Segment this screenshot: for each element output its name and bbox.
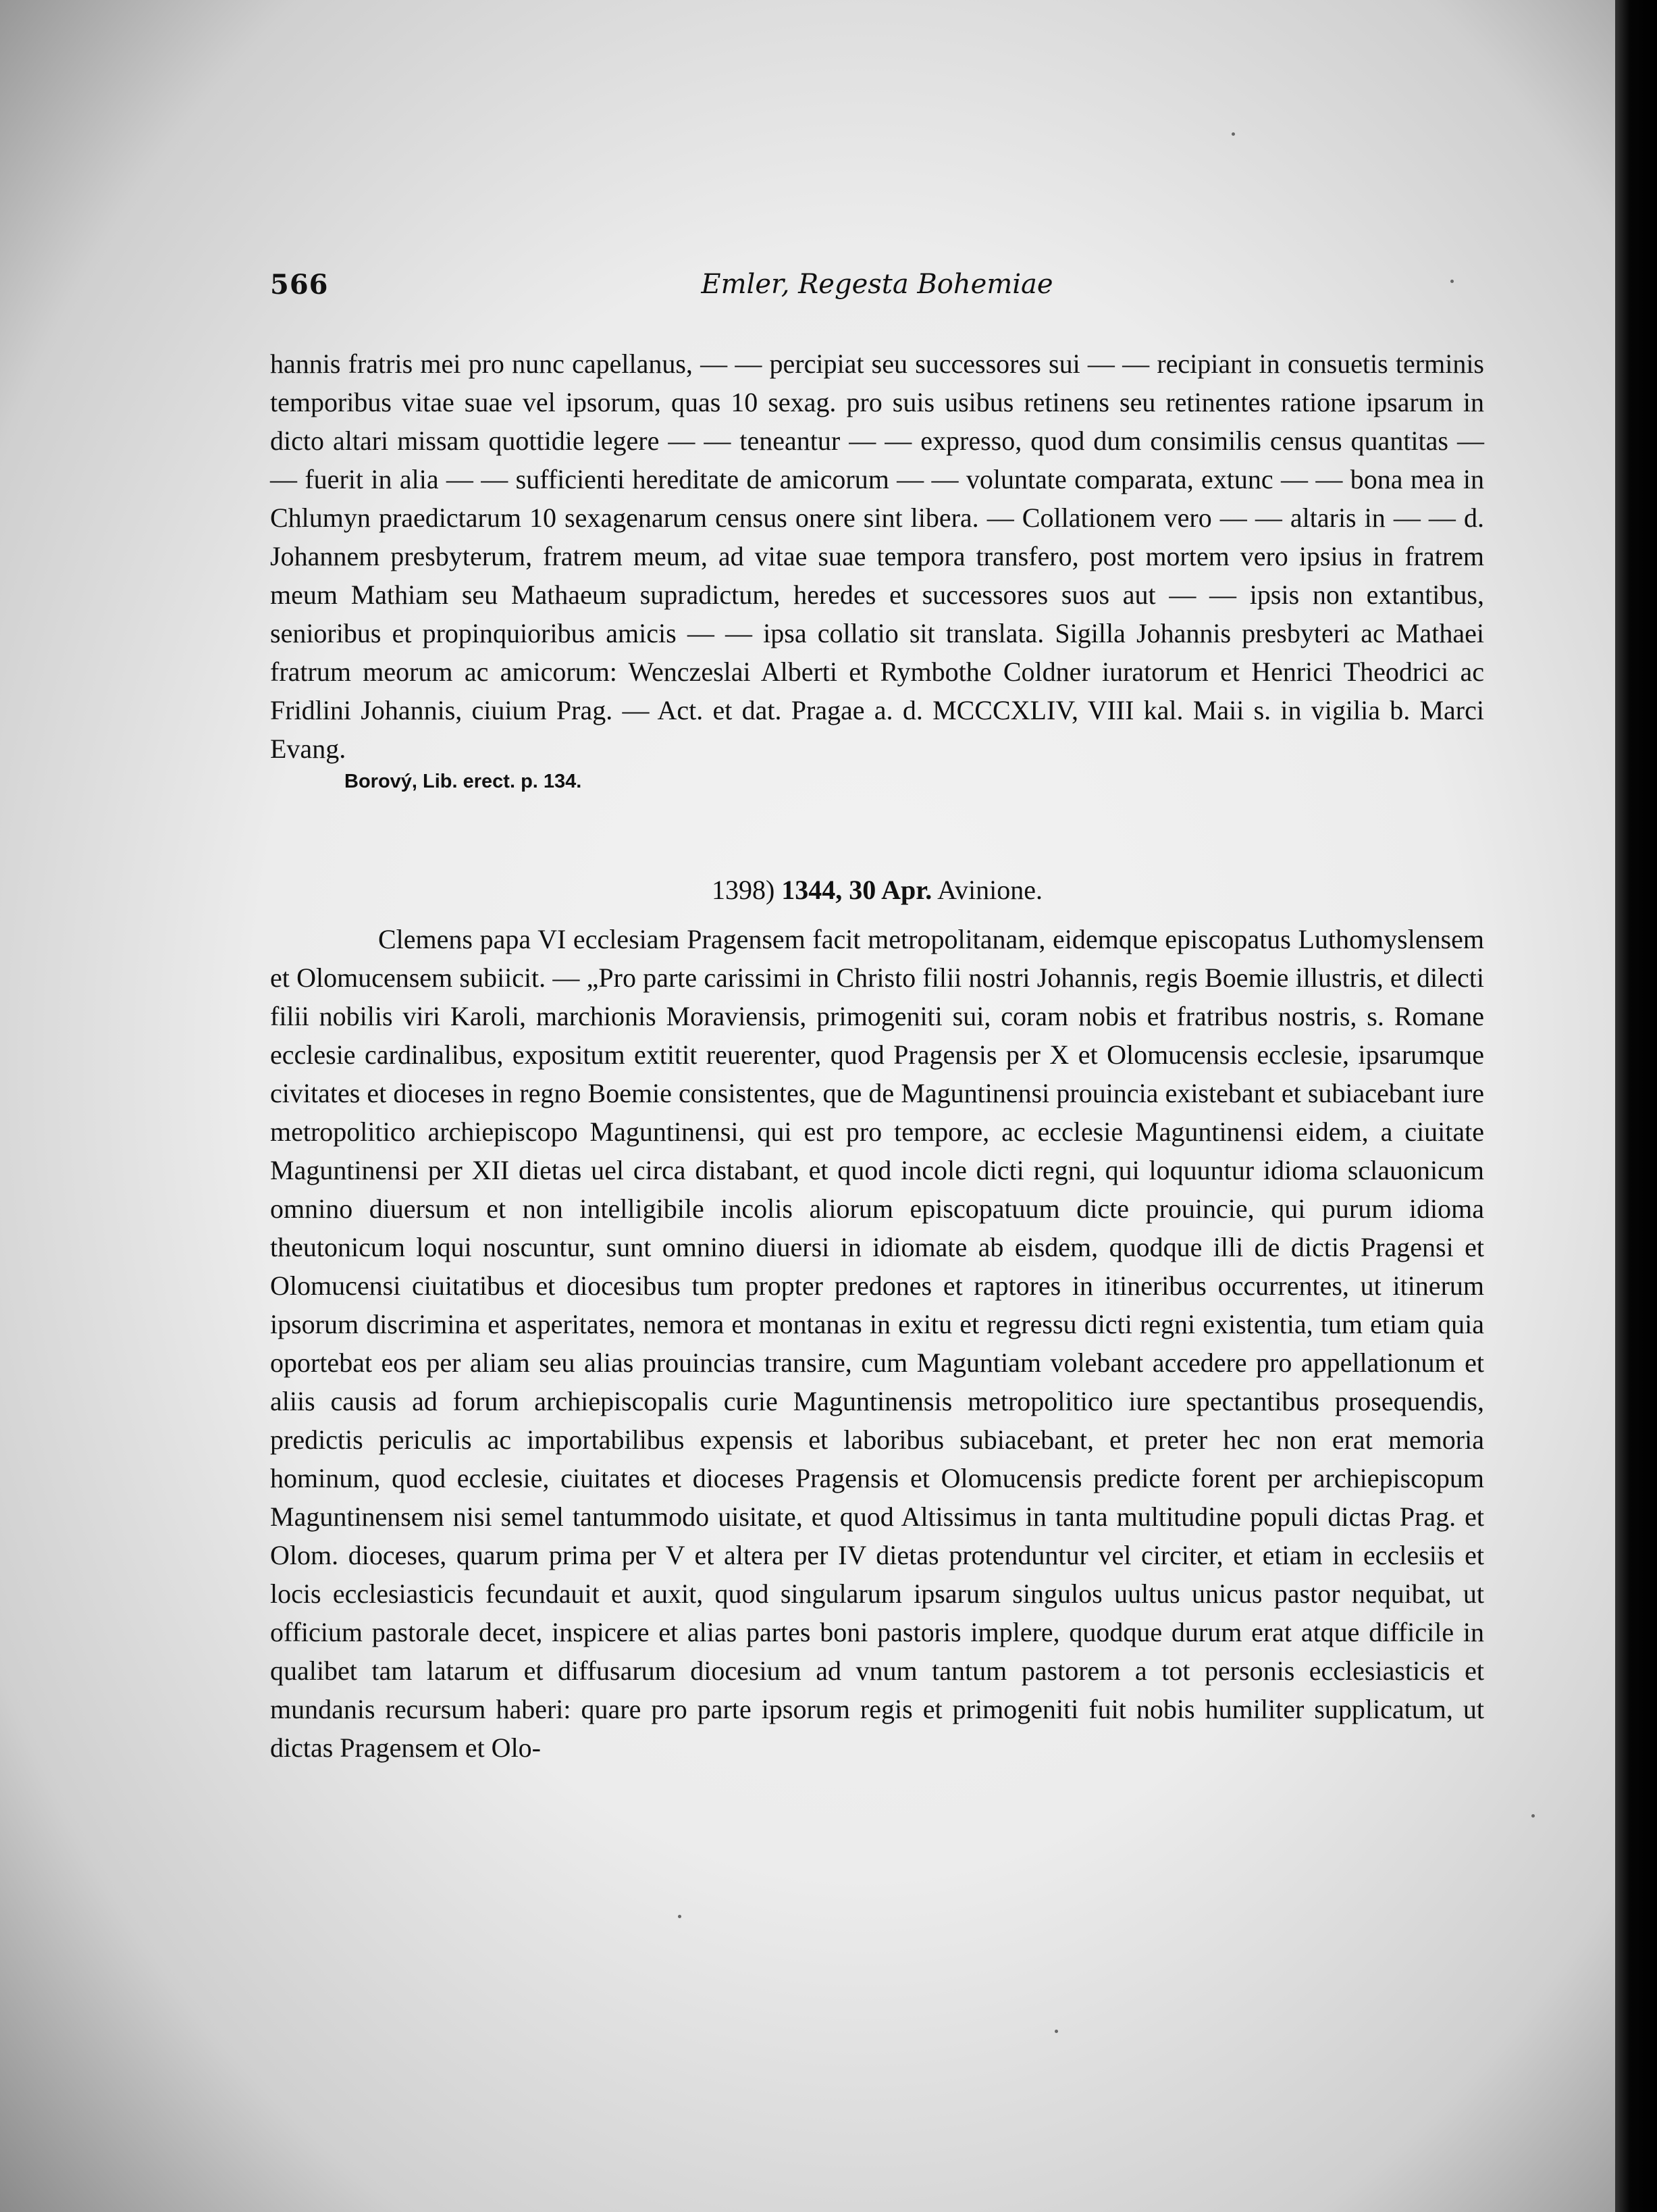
- page-header: [270, 269, 1484, 316]
- running-title: Emler, Regesta Bohemiae: [701, 269, 1053, 300]
- scan-speck: [1232, 132, 1235, 136]
- page-number: 566: [270, 269, 329, 301]
- scan-speck: [678, 1915, 681, 1918]
- entry-paragraph: Clemens papa VI ecclesiam Pragensem facit metropolitanam, eidemque episcopatus Luthomyslensem et Olomucensem subiicit. — „Pro parte carissimi in Christo filii nostri Johannis, regis Boemie illustris, et dilecti filii nobilis viri Karoli, marchionis Moraviensis, primogeniti sui, coram nobis et fratribus nostris, s. Romane ecclesie cardinalibus, expositum extitit reuerenter, quod Pragensis per X et Olomucensis ecclesie, ipsarumque civitates et dioceses in regno Boemie consistentes, que de Maguntinensi prouincia existebant et subiacebant iure metropolitico archiepiscopo Maguntinensi, qui est pro tempore, ac ecclesie Maguntinensi eidem, a ciuitate Maguntinensi per XII dietas uel circa distabant, et quod incole dicti regni, qui loquuntur idioma sclauonicum omnino diuersum et non intelligibile incolis aliorum episcopatuum dicte prouincie, qui purum idioma theutonicum loqui noscuntur, sunt omnino diuersi in idiomate ab eisdem, quodque illi de dictis Pragensi et Olomucensi ciuitatibus et diocesibus tum propter predones et raptores in itineribus occurrentes, ut itinerum ipsorum discrimina et asperitates, nemora et montanas in exitu et regressu dicti regni existentia, tum etiam quia oportebat eos per aliam seu alias prouincias transire, cum Maguntiam volebant accedere pro appellationum et aliis causis ad forum archiepiscopalis curie Maguntinensis metropolitico iure spectantibus prosequendis, predictis periculis ac importabilibus expensis et laboribus subiacebant, et preter hec non erat memoria hominum, quod ecclesie, ciuitates et dioceses Pragensis et Olomucensis predicte forent per archiepiscopum Maguntinensem nisi semel tantummodo uisitate, et quod Altissimus in tanta multitudine populi dictas Prag. et Olom. dioceses, quarum prima per V et altera per IV dietas protenduntur vel circiter, et etiam in ecclesiis et locis ecclesiasticis fecundauit et auxit, quod singularum ipsarum singulos uultus unicus pastor nequibat, ut officium pastorale decet, inspicere et alias partes boni pastoris implere, quodque durum erat atque difficile in qualibet tam latarum et diffusarum diocesium ad vnum tantum pastorem a tot personis ecclesiasticis et mundanis recursum haberi: quare pro parte ipsorum regis et primogeniti fuit nobis humiliter supplicatum, ut dictas Pragensem et Olo-: [270, 924, 1484, 1763]
- entry-date: 1344, 30 Apr.: [781, 875, 932, 905]
- source-note: Borový, Lib. erect. p. 134.: [344, 771, 582, 792]
- entry-block: [270, 873, 1484, 1767]
- scan-edge-shadow: [1615, 0, 1657, 2212]
- scan-speck: [1450, 280, 1454, 283]
- continuation-block: [270, 344, 1484, 795]
- entry-heading: [270, 873, 1484, 908]
- entry-place: Avinione.: [937, 875, 1043, 905]
- continuation-paragraph: hannis fratris mei pro nunc capellanus, — — percipiat seu successores sui — — recipiant in consuetis terminis temporibus vitae suae vel ipsorum, quas 10 sexag. pro suis usibus retinens seu retinentes ratione ipsarum in dicto altari missam quottidie legere — — teneantur — — expresso, quod dum consimilis census quantitas — — fuerit in alia — — sufficienti hereditate de amicorum — — voluntate comparata, extunc — — bona mea in Chlumyn praedictarum 10 sexagenarum census onere sint libera. — Collationem vero — — altaris in — — d. Johannem presbyterum, fratrem meum, ad vitae suae tempora transfero, post mortem vero ipsius in fratrem meum Mathiam seu Mathaeum supradictum, heredes et successores suos aut — — ipsis non extantibus, senioribus et propinquioribus amicis — — ipsa collatio sit translata. Sigilla Johannis presbyteri ac Mathaei fratrum meorum ac amicorum: Wenczeslai Alberti et Rymbothe Coldner iuratorum et Henrici Theodrici ac Fridlini Johannis, ciuium Prag. — Act. et dat. Pragae a. d. MCCCXLIV, VIII kal. Maii s. in vigilia b. Marci Evang.: [270, 349, 1484, 764]
- scan-speck: [1055, 2030, 1058, 2033]
- entry-number: 1398): [711, 875, 775, 905]
- scan-speck: [1531, 1814, 1535, 1818]
